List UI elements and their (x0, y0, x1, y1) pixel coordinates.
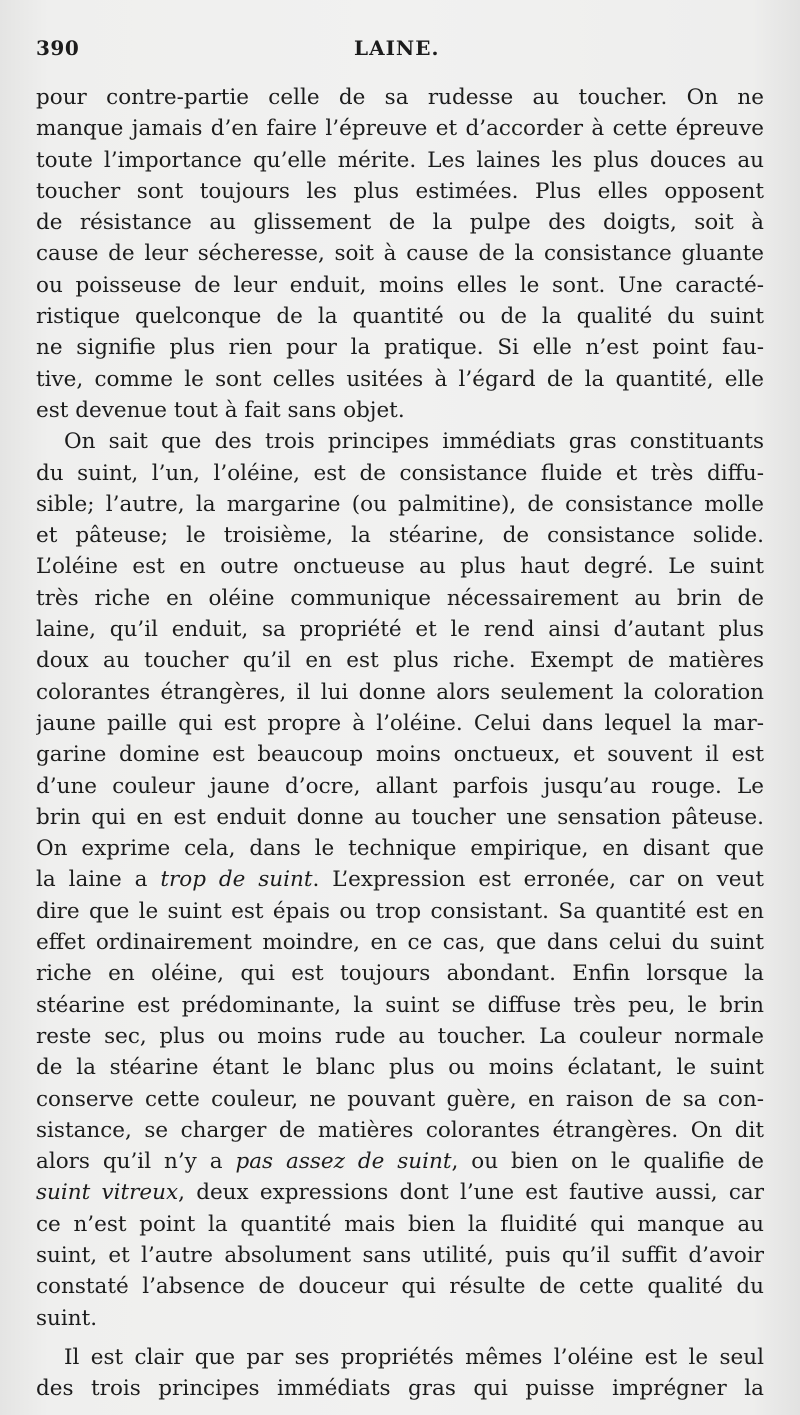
italic-phrase: pas assez de suint (235, 1149, 452, 1175)
page-header (36, 36, 760, 66)
paragraph-2 (36, 426, 764, 1334)
text-line: et pâteuse; le troisième, la stéarine, de consistance solide. (36, 523, 764, 549)
text-line: Il est clair que par ses propriétés mêmes l’oléine est le seul (64, 1344, 764, 1370)
text-line: garine domine est beaucoup moins onctueux, et souvent il est (36, 742, 764, 768)
text-line: pour contre-partie celle de sa rudesse au toucher. On ne (36, 85, 764, 110)
text-line: laine, qu’il enduit, sa propriété et le rend ainsi d’autant plus (36, 617, 764, 643)
text-line: du suint, l’un, l’oléine, est de consistance fluide et très diffu- (36, 460, 764, 486)
text-line: colorantes étrangères, il lui donne alors seulement la coloration (36, 679, 764, 705)
text-line: cause de leur sécheresse, soit à cause de la consistance gluante (36, 241, 764, 267)
text-line: d’une couleur jaune d’ocre, allant parfois jusqu’au rouge. Le (36, 773, 764, 799)
text-line: alors qu’il n’y a pas assez de suint, ou bien on le qualifie de (36, 1149, 764, 1175)
italic-phrase: suint vitreux (36, 1180, 179, 1206)
text-line: constaté l’absence de douceur qui résulte de cette qualité du (36, 1274, 764, 1300)
text-line: manque jamais d’en faire l’épreuve et d’accorder à cette épreuve (36, 116, 764, 142)
text-line: conserve cette couleur, ne pouvant guère, en raison de sa con- (36, 1086, 764, 1112)
text-line: toute l’importance qu’elle mérite. Les laines les plus douces au (36, 147, 764, 173)
text-line: effet ordinairement moindre, en ce cas, que dans celui du suint (36, 930, 764, 956)
italic-phrase: trop de suint (160, 867, 313, 893)
text-line: doux au toucher qu’il en est plus riche. Exempt de matières (36, 648, 764, 674)
paragraph-spacer (36, 1334, 764, 1342)
text-line: tive, comme le sont celles usitées à l’égard de la quantité, elle (36, 366, 764, 392)
text-line: sible; l’autre, la margarine (ou palmitine), de consistance molle (36, 491, 764, 517)
text-line: ou poisseuse de leur enduit, moins elles le sont. Une caracté- (36, 272, 764, 298)
text-line: On sait que des trois principes immédiats gras constituants (64, 429, 764, 455)
text-line: suint. (36, 1305, 98, 1331)
text-line: jaune paille qui est propre à l’oléine. Celui dans lequel la mar- (36, 710, 764, 736)
text-line: toucher sont toujours les plus estimées. Plus elles opposent (36, 178, 764, 204)
text-line: suint vitreux, deux expressions dont l’une est fautive aussi, car (36, 1180, 764, 1206)
body-text (36, 82, 764, 1404)
page-number: 390 (36, 36, 80, 60)
text-line: suint, et l’autre absolument sans utilité, puis qu’il suffit d’avoir (36, 1242, 764, 1268)
text-line: est devenue tout à fait sans objet. (36, 397, 405, 423)
text-line: L’oléine est en outre onctueuse au plus haut degré. Le suint (36, 554, 764, 580)
text-line: la laine a trop de suint. L’expression est erronée, car on veut (36, 867, 764, 893)
text-line: très riche en oléine communique nécessairement au brin de (36, 585, 764, 611)
text-line: riche en oléine, qui est toujours abondant. Enfin lorsque la (36, 961, 764, 987)
running-title: LAINE. (354, 36, 440, 60)
text-line: reste sec, plus ou moins rude au toucher. La couleur normale (36, 1023, 764, 1049)
text-line: On exprime cela, dans le technique empirique, en disant que (36, 836, 764, 862)
text-line: stéarine est prédominante, la suint se diffuse très peu, le brin (36, 992, 764, 1018)
text-line: ce n’est point la quantité mais bien la fluidité qui manque au (36, 1211, 764, 1237)
text-line: des trois principes immédiats gras qui puisse imprégner la (36, 1376, 764, 1402)
text-line: dire que le suint est épais ou trop consistant. Sa quantité est en (36, 898, 764, 924)
text-line: de la stéarine étant le blanc plus ou moins éclatant, le suint (36, 1055, 764, 1081)
text-line: de résistance au glissement de la pulpe des doigts, soit à (36, 210, 764, 236)
text-line: ristique quelconque de la quantité ou de la qualité du suint (36, 304, 764, 330)
text-line: sistance, se charger de matières colorantes étrangères. On dit (36, 1117, 764, 1143)
text-line: ne signifie plus rien pour la pratique. Si elle n’est point fau- (36, 335, 764, 361)
paragraph-3 (36, 1342, 764, 1405)
paragraph-1 (36, 82, 764, 426)
text-line: brin qui en est enduit donne au toucher une sensation pâteuse. (36, 804, 764, 830)
